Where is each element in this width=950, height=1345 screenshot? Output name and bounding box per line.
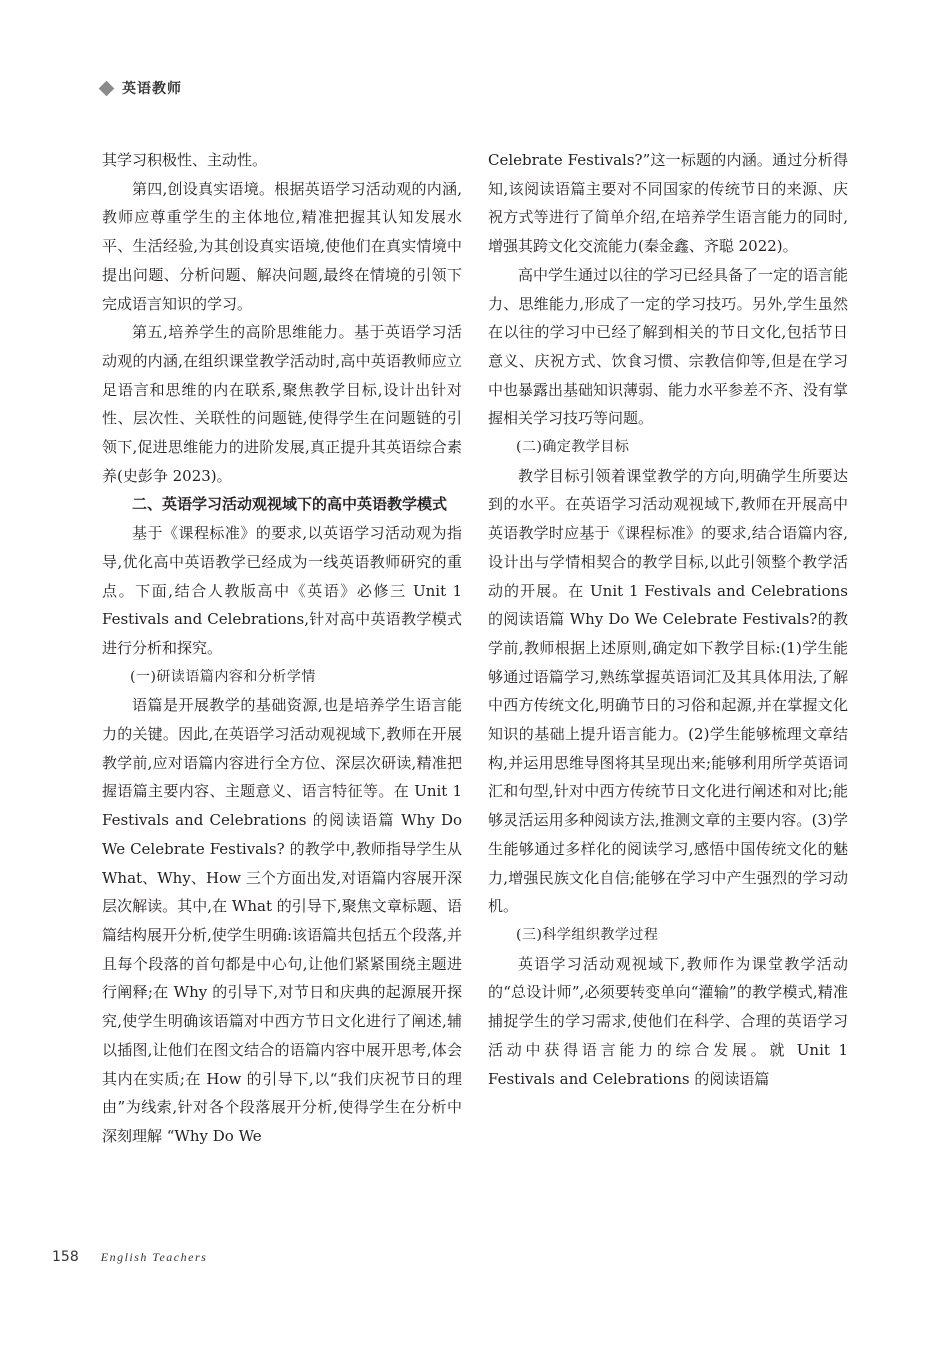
subsection-heading: (一)研读语篇内容和分析学情 — [130, 668, 316, 685]
paragraph: Celebrate Festivals?”这一标题的内涵。通过分析得知,该阅读语篇主要对不同国家的传统节日的来源、庆祝方式等进行了简单介绍,在培养学生语言能力的同时,增强其跨文化交流能力(秦金鑫、齐聪 2022)。 — [488, 151, 848, 256]
subsection-heading: (三)科学组织教学过程 — [516, 926, 659, 943]
journal-name-en: English Teachers — [100, 1250, 208, 1264]
paragraph: 其学习积极性、主动性。 — [102, 151, 268, 169]
journal-title: 英语教师 — [122, 81, 182, 97]
paragraph: 第四,创设真实语境。根据英语学习活动观的内涵,教师应尊重学生的主体地位,精准把握其认知发展水平、生活经验,为其创设真实语境,使他们在真实情境中提出问题、分析问题、解决问题,最终在情境的引领下完成语言知识的学习。 — [102, 179, 462, 313]
left-column — [102, 146, 462, 1151]
section-heading: 二、英语学习活动观视域下的高中英语教学模式 — [132, 495, 448, 514]
running-header — [101, 78, 182, 98]
right-column — [488, 146, 848, 1093]
paragraph: 英语学习活动观视域下,教师作为课堂教学活动的“总设计师”,必须要转变单向“灌输”的教学模式,精准捕捉学生的学习需求,使他们在科学、合理的英语学习活动中获得语言能力的综合发展。就 Unit 1 Festivals and Celebrations 的阅读语篇 — [488, 954, 848, 1088]
page-number: 158 — [52, 1249, 79, 1265]
paragraph: 语篇是开展教学的基础资源,也是培养学生语言能力的关键。因此,在英语学习活动观视域下,教师在开展教学前,应对语篇内容进行全方位、深层次研读,精准把握语篇主要内容、主题意义、语言特征等。在 Unit 1 Festivals and Celebrations 的阅读语篇 Why Do We Celebrate Festivals? 的教学中,教师指导学生从 What、Why、How 三个方面出发,对语篇内容展开深层次解读。其中,在 What 的引导下,聚焦文章标题、语篇结构展开分析,使学生明确:该语篇共包括五个段落,并且每个段落的首句都是中心句,让他们紧紧围绕主题进行阐释;在 Why 的引导下,对节日和庆典的起源展开探究,使学生明确该语篇对中西方节日文化进行了阐述,辅以插图,让他们在图文结合的语篇内容中展开思考,体会其内在实质;在 How 的引导下,以“我们庆祝节日的理由”为线索,针对各个段落展开分析,使得学生在分析中深刻理解 “Why Do We — [102, 696, 462, 1145]
paragraph: 基于《课程标准》的要求,以英语学习活动观为指导,优化高中英语教学已经成为一线英语教师研究的重点。下面,结合人教版高中《英语》必修三 Unit 1 Festivals and Celebrations,针对高中英语教学模式进行分析和探究。 — [102, 524, 462, 657]
paragraph: 高中学生通过以往的学习已经具备了一定的语言能力、思维能力,形成了一定的学习技巧。另外,学生虽然在以往的学习中已经了解到相关的节日文化,包括节日意义、庆祝方式、饮食习惯、宗教信仰等,但是在学习中也暴露出基础知识薄弱、能力水平参差不齐、没有掌握相关学习技巧等问题。 — [488, 265, 849, 428]
paragraph: 第五,培养学生的高阶思维能力。基于英语学习活动观的内涵,在组织课堂教学活动时,高中英语教师应立足语言和思维的内在联系,聚焦教学目标,设计出针对性、层次性、关联性的问题链,使得学生在问题链的引领下,促进思维能力的进阶发展,真正提升其英语综合素养(史彭争 2023)。 — [102, 323, 462, 485]
paragraph: 教学目标引领着课堂教学的方向,明确学生所要达到的水平。在英语学习活动观视域下,教师在开展高中英语教学时应基于《课程标准》的要求,结合语篇内容,设计出与学情相契合的教学目标,以此引领整个教学活动的开展。在 Unit 1 Festivals and Celebrations 的阅读语篇 Why Do We Celebrate Festivals?的教学前,教师根据上述原则,确定如下教学目标:(1)学生能够通过语篇学习,熟练掌握英语词汇及其具体用法,了解中西方传统文化,明确节日的习俗和起源,并在掌握文化知识的基础上提升语言能力。(2)学生能够梳理文章结构,并运用思维导图将其呈现出来;能够利用所学英语词汇和句型,针对中西方传统节日文化进行阐述和对比;能够灵活运用多种阅读方法,推测文章的主要内容。(3)学生能够通过多样化的阅读学习,感悟中国传统文化的魅力,增强民族文化自信;能够在学习中产生强烈的学习动机。 — [488, 466, 848, 916]
running-footer — [52, 1249, 207, 1265]
subsection-heading: (二)确定教学目标 — [516, 439, 630, 456]
diamond-icon — [99, 80, 115, 96]
